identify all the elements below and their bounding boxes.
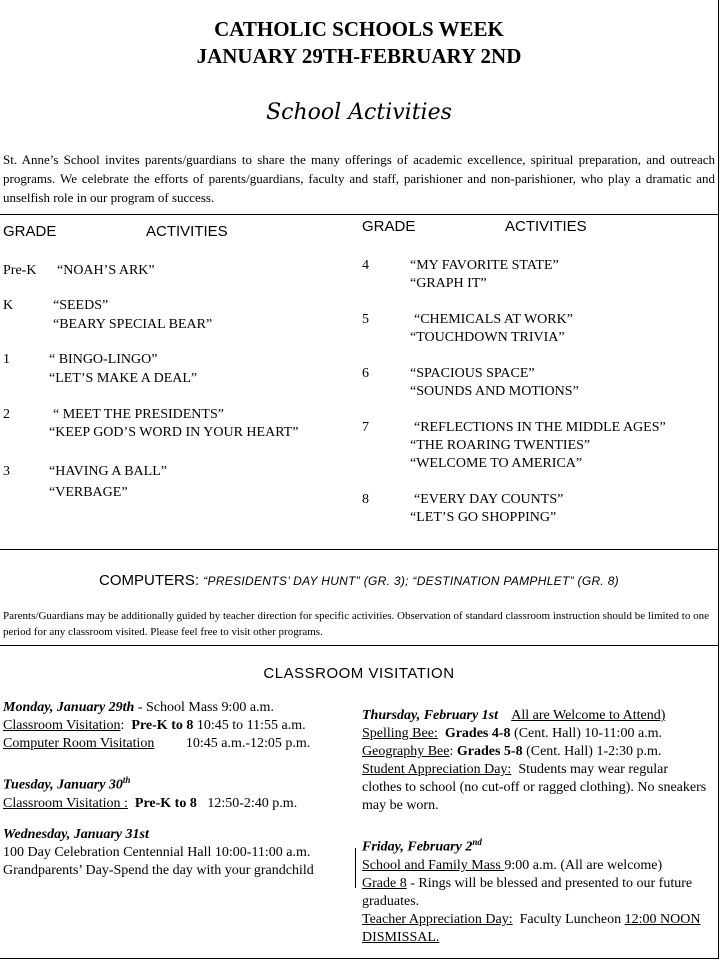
grade-label: 3 (3, 464, 10, 479)
grade-label: 2 (3, 407, 10, 422)
thursday-block: Thursday, February 1st All are Welcome to Attend) Spelling Bee: Grades 4-8 (Cent. Hall) 10-11:00 a.m. Geography Bee: Grades 5-8 (Cent. Hall) 1-2:30 p.m. Student Appreciation Day: Students may wear regular clothes to school (no cut-off or ragged clothing). No sneakers may be worn. (362, 708, 707, 813)
activity-item: “WELCOME TO AMERICA” (410, 456, 583, 471)
activity-item: “NOAH’S ARK” (57, 263, 155, 278)
tuesday-classroom-label: Classroom Visitation : (3, 795, 128, 811)
activity-item: “SEEDS” (53, 298, 109, 313)
spelling-bee-detail: (Cent. Hall) 10-11:00 a.m. (514, 726, 663, 741)
computers-programs: “PRESIDENTS’ DAY HUNT” (GR. 3); “DESTINATION PAMPHLET” (GR. 8) (203, 574, 619, 588)
activity-item: “THE ROARING TWENTIES” (410, 438, 591, 453)
grade-header-right: GRADE (362, 218, 416, 235)
activity-item: “REFLECTIONS IN THE MIDDLE AGES” (414, 420, 666, 435)
tuesday-heading: Tuesday, January 30 (3, 777, 123, 793)
activity-item: “GRAPH IT” (410, 276, 487, 291)
grade-label: 4 (362, 258, 369, 273)
activity-item: “ MEET THE PRESIDENTS” (53, 407, 224, 422)
computers-label: COMPUTERS: (99, 572, 200, 589)
computer-room-label: Computer Room Visitation (3, 736, 155, 751)
friday-mass-detail: 9:00 a.m. (All are welcome) (504, 857, 663, 873)
activities-header-left: ACTIVITIES (146, 223, 228, 240)
friday-suffix: nd (472, 837, 482, 847)
page-title-line2: JANUARY 29TH-FEBRUARY 2ND (196, 44, 522, 68)
teacher-appreciation-label: Teacher Appreciation Day: (362, 911, 513, 927)
tuesday-block (3, 771, 353, 813)
activity-item: “EVERY DAY COUNTS” (414, 492, 564, 507)
grade8-label: Grade 8 (362, 875, 407, 891)
grade-label: Pre-K (3, 263, 37, 278)
friday-mass-label: School and Family Mass (362, 857, 505, 873)
divider (0, 549, 718, 550)
teacher-appreciation-text: Faculty Luncheon (519, 911, 622, 927)
grade-label: 6 (362, 366, 369, 381)
activity-item: “TOUCHDOWN TRIVIA” (410, 330, 565, 345)
student-appreciation-label: Student Appreciation Day: (362, 762, 512, 777)
thursday-heading: Thursday, February 1st (362, 708, 499, 723)
activity-item: “BEARY SPECIAL BEAR” (53, 317, 213, 332)
wednesday-line: Grandparents’ Day-Spend the day with your grandchild (3, 863, 314, 878)
page-subtitle: School Activities (266, 100, 452, 125)
divider (0, 645, 718, 646)
grade-label: K (3, 298, 14, 313)
visitation-title: CLASSROOM VISITATION (263, 665, 455, 682)
divider (0, 214, 718, 215)
activity-item: “CHEMICALS AT WORK” (414, 312, 573, 327)
computers-line (0, 572, 718, 589)
spelling-bee-label: Spelling Bee: (362, 726, 438, 741)
spelling-bee-grades: Grades 4-8 (444, 726, 511, 741)
grade8-text: - Rings will be blessed and presented to our future graduates. (362, 875, 693, 909)
monday-classroom-grades: Pre-K to 8 (131, 718, 194, 733)
wednesday-line: 100 Day Celebration Centennial Hall 10:00-11:00 a.m. (3, 845, 311, 860)
monday-mass: - School Mass 9:00 a.m. (134, 700, 274, 715)
grade-label: 8 (362, 492, 369, 507)
activity-item: “ BINGO-LINGO” (49, 352, 158, 367)
friday-heading: Friday, February 2 (362, 839, 473, 855)
activity-item: “LET’S GO SHOPPING” (410, 510, 557, 525)
intro-paragraph: St. Anne’s School invites parents/guardians to share the many offerings of academic excellence, spiritual preparation, and outreach programs. We celebrate the efforts of parents/guardians, faculty and staff, parishioner and non-parishioner, who play a dramatic and unselfish role in our program of success. (3, 152, 715, 205)
monday-heading: Monday, January 29th (3, 700, 135, 715)
column-divider (355, 848, 356, 888)
visitation-note: Parents/Guardians may be additionally guided by teacher direction for specific activities. Observation of standard classroom instruction should be limited to one period for any classroom visited. Please feel free to visit other programs. (3, 610, 709, 638)
tuesday-classroom-grades: Pre-K to 8 (134, 795, 197, 811)
wednesday-heading: Wednesday, January 31st (3, 827, 149, 842)
student-appreciation-text: Students may wear regular clothes to school (no cut-off or ragged clothing). No sneakers may be worn. (362, 762, 707, 813)
computer-room-time: 10:45 a.m.-12:05 p.m. (185, 736, 311, 751)
activity-item: “LET’S MAKE A DEAL” (49, 371, 198, 386)
page-title-line1: CATHOLIC SCHOOLS WEEK (214, 17, 504, 41)
activity-item: “KEEP GOD’S WORD IN YOUR HEART” (49, 425, 299, 440)
activity-item: “SOUNDS AND MOTIONS” (410, 384, 579, 399)
geography-bee-label: Geography Bee (362, 744, 450, 759)
activity-item: “HAVING A BALL” (49, 464, 167, 479)
geography-bee-detail: (Cent. Hall) 1-2:30 p.m. (526, 744, 662, 759)
activity-item: “VERBAGE” (49, 485, 128, 500)
activities-header-right: ACTIVITIES (505, 218, 587, 235)
friday-block (362, 833, 707, 947)
thursday-welcome: All are Welcome to Attend) (511, 708, 666, 723)
geography-bee-grades: Grades 5-8 (456, 744, 523, 759)
monday-block: Monday, January 29th - School Mass 9:00 a.m. Classroom Visitation: Pre-K to 8 10:45 to 11:55 a.m. Computer Room Visitation 10:45 a.m.-12:05 p.m. (3, 700, 311, 751)
grade-label: 1 (3, 352, 10, 367)
grade-label: 5 (362, 312, 369, 327)
grade-label: 7 (362, 420, 369, 435)
activity-item: “MY FAVORITE STATE” (410, 258, 559, 273)
dismissal-time: 12:00 NOON DISMISSAL. (362, 911, 701, 945)
monday-classroom-label: Classroom Visitation (3, 718, 121, 733)
grade-header-left: GRADE (3, 223, 57, 240)
tuesday-suffix: th (122, 775, 131, 785)
tuesday-classroom-time: 12:50-2:40 p.m. (207, 795, 298, 811)
activity-item: “SPACIOUS SPACE” (410, 366, 535, 381)
wednesday-block (3, 826, 355, 880)
monday-classroom-time: 10:45 to 11:55 a.m. (196, 718, 306, 733)
